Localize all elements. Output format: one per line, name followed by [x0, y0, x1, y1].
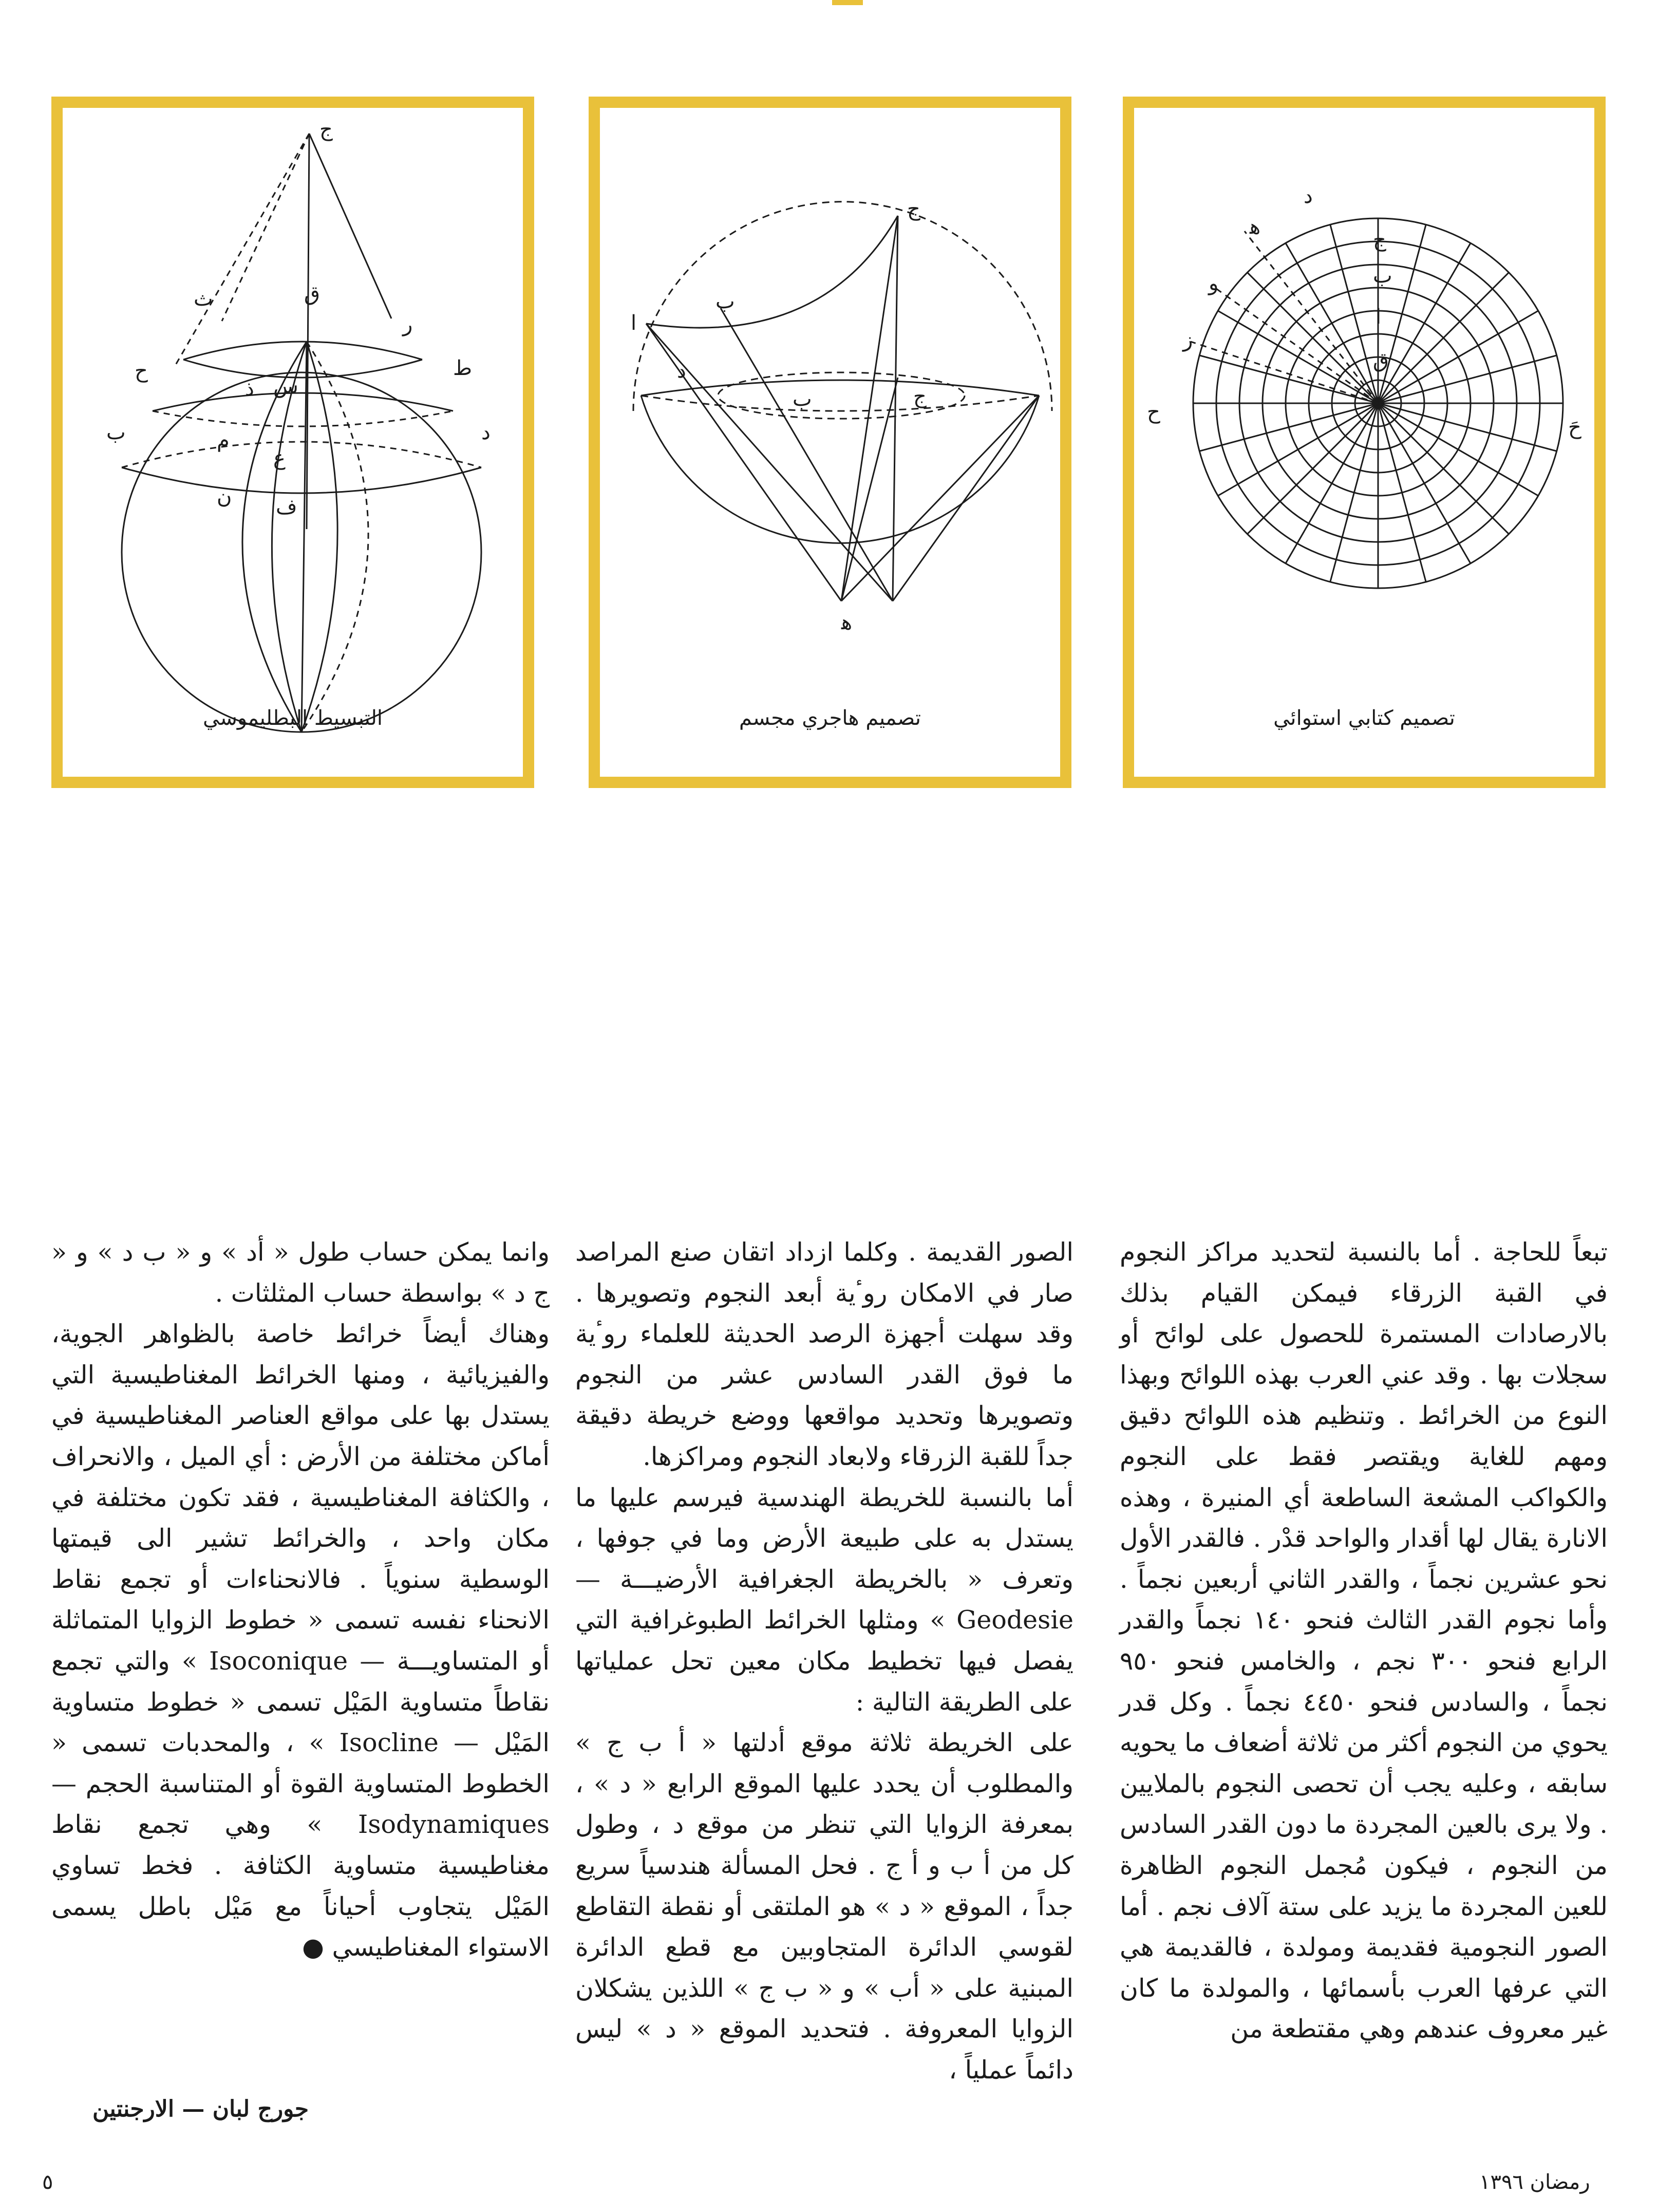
- ptolemaic-diagram: [63, 108, 523, 777]
- paragraph: الصور القديمة . وكلما ازداد اتقان صنع المراصد صار في الامكان روٴية أبعد النجوم وتصويرها . وقد سهلت أجهزة الرصد الحديثة للعلماء روٴية ما فوق القدر السادس عشر من النجوم وتصويرها وتحديد مواقعها ووضع خريطة دقيقة جداً للقبة الزرقاء ولابعاد النجوم ومراكزها.: [575, 1238, 1073, 1471]
- label-hh: ح: [1147, 400, 1160, 424]
- column-left: [51, 1232, 550, 1968]
- label-d: د: [481, 421, 491, 444]
- label-s: س: [273, 374, 298, 398]
- label-d: د: [677, 359, 686, 383]
- issue-date: رمضان ١٣٩٦: [1479, 2170, 1590, 2194]
- caption-stereographic: تصميم هاجري مجسم: [739, 706, 921, 730]
- label-a: ا: [631, 311, 637, 335]
- paragraph: تبعاً للحاجة . أما بالنسبة لتحديد مراكز النجوم في القبة الزرقاء فيمكن القيام بذلك بالارصادات المستمرة للحصول على لوائح أو سجلات بها . وقد عني العرب بهذه اللوائح وبهذا النوع من الخرائط . وتنظيم هذه اللوائح دقيق ومهم للغاية ويقتصر فقط على النجوم والكواكب المشعة الساطعة أي المنيرة ، وهذه الانارة يقال لها أقدار والواحد قدْر . فالقدر الأول نحو عشرين نجماً ، والقدر الثاني أربعين نجماً . وأما نجوم القدر الثالث فنحو ١٤٠ نجماً والقدر الرابع فنحو ٣٠٠ نجم ، والخامس فنحو ٩٥٠ نجماً ، والسادس فنحو ٤٤٥٠ نجماً . وكل قدر يحوي من النجوم أكثر من ثلاثة أضعاف ما يحويه سابقه ، وعليه يجب أن تحصى النجوم بالملايين . ولا يرى بالعين المجردة ما دون القدر السادس من النجوم ، فيكون مُجمل النجوم الظاهرة للعين المجردة ما يزيد على ستة آلاف نجم . أما الصور النجومية فقديمة ومولدة ، فالقديمة هي التي عرفها العرب بأسمائها ، والمولدة ما كان غير معروف عندهم وهي مقتطعة من: [1120, 1238, 1608, 2044]
- page-number: ٥: [42, 2170, 53, 2194]
- label-b1: ب: [715, 290, 735, 313]
- stereographic-diagram: [600, 108, 1060, 777]
- label-m: م: [217, 428, 230, 452]
- label-q: ق: [1373, 349, 1389, 372]
- label-j2: ج: [913, 385, 927, 408]
- label-w: و: [1209, 272, 1219, 295]
- label-t: ط: [453, 357, 472, 380]
- label-b2: ب: [793, 387, 812, 411]
- top-color-mark: [832, 0, 863, 5]
- column-middle: [575, 1232, 1073, 2090]
- author-signature: جورج لبان — الارجنتين: [92, 2096, 309, 2122]
- label-q: ق: [304, 282, 321, 306]
- label-n: ن: [217, 485, 232, 509]
- caption-ptolemaic: التبسيط البطليموسي: [202, 706, 383, 730]
- label-r: ر: [403, 313, 413, 336]
- label-b: ب: [106, 421, 126, 444]
- label-a: ا: [1376, 305, 1382, 329]
- label-b: ب: [1373, 264, 1392, 288]
- label-f: ف: [276, 495, 297, 519]
- figure-polar: [1123, 97, 1606, 788]
- label-h: ﻫ: [841, 611, 853, 634]
- label-h: ح: [135, 359, 148, 383]
- paragraph: على الخريطة ثلاثة موقع أدلتها « أ ب ج » والمطلوب أن يحدد عليها الموقع الرابع « د » ، بمعرفة الزوايا التي تنظر من موقع د ، وطول كل من أ ب و أ ج . فحل المسألة هندسياً سريع جداً ، الموقع « د » هو الملتقى أو نقطة التقاطع لقوسي الدائرة المتجاوبين مع قطع الدائرة المبنية على « أب » و « ب ج » اللذين يشكلان الزوايا المعروفة . فتحديد الموقع « د » ليس دائماً عملياً ،: [575, 1728, 1073, 2085]
- label-dh: ذ: [245, 377, 254, 401]
- label-h: ﻫ: [1250, 215, 1261, 239]
- caption-polar: تصميم كتابي استوائي: [1273, 706, 1455, 730]
- label-d: د: [1304, 184, 1313, 208]
- paragraph: أما بالنسبة للخريطة الهندسية فيرسم عليها ما يستدل به على طبيعة الأرض وما في جوفها ، وتعرف « بالخريطة الجغرافية الأرضيـــة — Geodesie » ومثلها الخرائط الطبوغرافية التي يفصل فيها تخطيط مكان معين تحل عملياتها على الطريقة التالية :: [575, 1483, 1073, 1717]
- label-j: ج: [1373, 228, 1386, 252]
- label-j: ج: [907, 197, 920, 221]
- paragraph: وانما يمكن حساب طول « أد » و « ب د » و « ج د » بواسطة حساب المثلثات .: [51, 1238, 550, 1308]
- label-ayn: ع: [273, 446, 286, 470]
- label-th: ث: [194, 287, 213, 311]
- figure-stereographic: [589, 97, 1071, 788]
- figure-ptolemaic: [51, 97, 534, 788]
- label-z: ز: [1183, 328, 1193, 352]
- paragraph: وهناك أيضاً خرائط خاصة بالظواهر الجوية، والفيزيائية ، ومنها الخرائط المغناطيسية التي يستدل بها على مواقع العناصر المغناطيسية في أماكن مختلفة من الأرض : أي الميل ، والانحراف ، والكثافة المغناطيسية ، فقد تكون مختلفة في مكان واحد ، والخرائط تشير الى قيمتها الوسطية سنوياً . فالانحناءات أو تجمع نقاط الانحناء نفسه تسمى « خطوط الزوايا المتماثلة أو المتساويـــة — Isoconique » والتي تجمع نقاطاً متساوية المَيْل تسمى « خطوط متساوية المَيْل — Isocline » ، والمحدبات تسمى « الخطوط المتساوية القوة أو المتناسبة الحجم — Isodynamiques » وهي تجمع نقاط مغناطيسية متساوية الكثافة . فخط تساوي المَيْل يتجاوب أحياناً مع مَيْل باطل يسمى الاستواء المغناطيسي ●: [51, 1319, 550, 1962]
- polar-diagram: [1134, 108, 1594, 777]
- column-right: [1120, 1232, 1608, 2050]
- label-hh2: حَ: [1568, 416, 1581, 439]
- label-apex: ج: [319, 118, 333, 141]
